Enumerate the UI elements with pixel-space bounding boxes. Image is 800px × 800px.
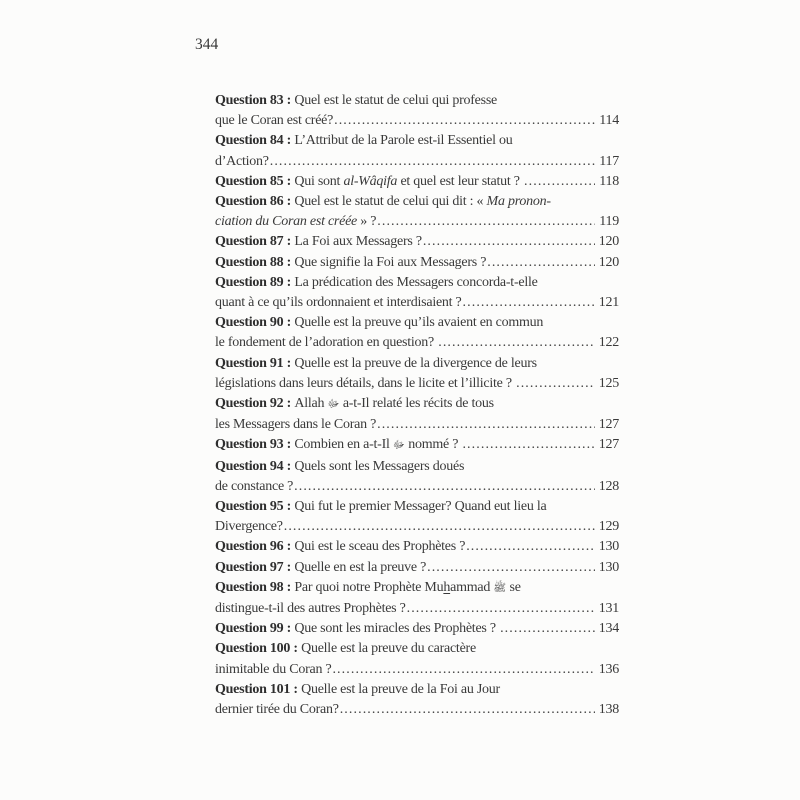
dot-leader [340, 700, 595, 720]
toc-text-segment: le fondement de l’adoration en question? [215, 335, 438, 351]
toc-line [215, 273, 619, 293]
toc-line [215, 293, 619, 313]
toc-line [215, 537, 619, 557]
toc-line [215, 253, 619, 273]
toc-entry-text [215, 152, 269, 172]
dot-leader [516, 374, 595, 394]
toc-entry-text [215, 192, 551, 212]
toc-text-segment: Allah [294, 396, 328, 412]
question-label: Question 92 : [215, 396, 295, 412]
toc-text-segment: Quelle est la preuve du caractère [301, 641, 476, 657]
toc-line [215, 212, 619, 232]
question-label: Question 83 : [215, 93, 295, 108]
question-label: Question 84 : [215, 133, 295, 149]
dot-leader [294, 477, 595, 497]
dot-leader [334, 111, 595, 131]
toc-text-segment: Quels sont les Messagers doués [294, 458, 465, 474]
toc-text-segment: » ? [357, 214, 377, 230]
dot-leader [270, 152, 596, 172]
question-label: Question 97 : [215, 559, 295, 575]
toc-line [215, 680, 619, 700]
toc-text-segment: Que sont les miracles des Prophètes ? [294, 621, 500, 637]
toc-entry-text [215, 477, 293, 497]
toc-page-number: 131 [598, 601, 619, 617]
toc-entry-text [215, 172, 523, 192]
toc-line [215, 333, 619, 353]
dot-leader [500, 619, 595, 639]
toc-line [215, 457, 619, 477]
toc-text-segment: nommé ? [404, 437, 462, 453]
toc-line [215, 192, 619, 212]
question-label: Question 95 : [215, 499, 295, 515]
dot-leader [284, 517, 595, 537]
toc-line [215, 497, 619, 517]
question-label: Question 91 : [215, 355, 295, 371]
toc-text-segment: se [506, 579, 521, 595]
toc-line [215, 599, 619, 619]
question-label: Question 89 : [215, 274, 295, 290]
toc-entry-text [215, 333, 437, 353]
toc-page-number: 134 [598, 621, 619, 637]
dot-leader [487, 253, 595, 273]
toc-page-number: 130 [598, 559, 619, 575]
toc-text-segment: Qui fut le premier Messager? Quand eut lieu la [294, 499, 547, 515]
question-label: Question 88 : [215, 254, 295, 270]
toc-line [215, 619, 619, 639]
toc-text-segment: dernier tirée du Coran? [215, 702, 339, 718]
toc-entry-text [215, 558, 426, 578]
toc-entry-text [215, 517, 283, 537]
question-label: Question 99 : [215, 621, 295, 637]
toc-line [215, 517, 619, 537]
dot-leader [462, 435, 594, 455]
dot-leader [423, 232, 595, 252]
toc-entry-text [215, 212, 376, 232]
toc-text-segment: que le Coran est créé? [215, 113, 334, 129]
toc-page-number: 130 [598, 539, 619, 555]
dot-leader [466, 537, 595, 557]
dot-leader [463, 293, 595, 313]
toc-text-segment: législations dans leurs détails, dans le licite et l’illicite ? [215, 375, 516, 391]
dot-leader [438, 333, 595, 353]
toc-text-segment: a-t-Il relaté les récits de tous [339, 396, 494, 412]
toc-text-segment: les Messagers dans le Coran ? [215, 417, 377, 433]
toc-text-segment: Quel est le statut de celui qui dit : « [294, 194, 487, 210]
honorific-symbol: ﷺ [493, 582, 507, 594]
toc-text-segment: La Foi aux Messagers ? [294, 234, 422, 250]
toc-text-segment: Quelle est la preuve de la divergence de leurs [294, 355, 537, 371]
toc-line [215, 639, 619, 659]
toc-entry-text [215, 253, 486, 273]
toc-page-number: 120 [598, 254, 619, 270]
toc-text-segment: L’Attribut de la Parole est-il Essentiel ou [294, 133, 513, 149]
toc-line [215, 558, 619, 578]
toc-text-segment: quant à ce qu’ils ordonnaient et interdisaient ? [215, 295, 462, 311]
toc-text-segment: Combien en a-t-Il [294, 437, 393, 453]
toc-text-segment: Qui est le sceau des Prophètes ? [294, 539, 466, 555]
toc-line [215, 111, 619, 131]
toc-line [215, 374, 619, 394]
toc-page-number: 136 [598, 661, 619, 677]
question-label: Question 85 : [215, 173, 295, 189]
toc-text-segment: ciation du Coran est créée [215, 214, 358, 230]
toc-entry-text [215, 457, 464, 477]
toc-text-segment: al-Wâqifa [343, 173, 398, 189]
toc-text-segment: Par quoi notre Prophète Mu [294, 579, 444, 595]
toc-line [215, 313, 619, 333]
question-label: Question 101 : [215, 681, 302, 697]
toc-line [215, 578, 619, 599]
toc-entry-text [215, 619, 499, 639]
toc-page-number: 120 [598, 234, 619, 250]
toc-line [215, 700, 619, 720]
toc-text-segment: ammad [450, 579, 494, 595]
toc-text-segment: d’Action? [215, 153, 269, 169]
toc-line [215, 477, 619, 497]
toc-entry-text [215, 639, 476, 659]
toc-line [215, 172, 619, 192]
question-label: Question 96 : [215, 539, 295, 555]
dot-leader [377, 415, 595, 435]
toc-text-segment: distingue-t-il des autres Prophètes ? [215, 601, 406, 617]
toc-entry-text [215, 91, 497, 111]
toc-text-segment: Quelle en est la preuve ? [294, 559, 427, 575]
dot-leader [407, 599, 595, 619]
dot-leader [427, 558, 595, 578]
question-label: Question 87 : [215, 234, 295, 250]
toc-text-segment: h [443, 579, 451, 595]
toc-entry-text [215, 660, 331, 680]
toc-line [215, 435, 619, 456]
page-number: 344 [195, 36, 219, 53]
toc-line [215, 660, 619, 680]
honorific-symbol: ﷻ [327, 399, 340, 411]
toc-entry-text [215, 374, 515, 394]
toc-line [215, 415, 619, 435]
toc-page-number: 125 [598, 375, 619, 391]
toc-page-number: 129 [598, 519, 619, 535]
toc-entry-text [215, 599, 406, 619]
toc-page-number: 117 [599, 153, 619, 169]
toc-entry-text [215, 111, 333, 131]
toc-entry-text [215, 578, 521, 599]
toc-text-segment: de constance ? [215, 478, 294, 494]
toc-line [215, 232, 619, 252]
toc-entry-text [215, 394, 494, 415]
toc-page-number: 122 [598, 335, 619, 351]
toc-entry-text [215, 131, 512, 151]
dot-leader [332, 660, 594, 680]
toc-text-segment: Quel est le statut de celui qui professe [294, 93, 498, 108]
toc-text-segment: inimitable du Coran ? [215, 661, 332, 677]
question-label: Question 100 : [215, 641, 302, 657]
toc-entry-text [215, 497, 546, 517]
toc-text-segment: Que signifie la Foi aux Messagers ? [294, 254, 487, 270]
toc-line [215, 354, 619, 374]
toc-line [215, 152, 619, 172]
question-label: Question 98 : [215, 579, 295, 595]
toc-entry-text [215, 232, 422, 252]
toc-text-segment: Quelle est la preuve qu’ils avaient en commun [294, 315, 544, 331]
toc-entry-text [215, 435, 461, 456]
toc-entry-text [215, 313, 543, 333]
toc-text-segment: Qui sont [294, 173, 344, 189]
toc-page-number: 127 [598, 437, 619, 453]
dot-leader [377, 212, 595, 232]
question-label: Question 94 : [215, 458, 295, 474]
question-label: Question 93 : [215, 437, 295, 453]
toc-text-segment: Quelle est la preuve de la Foi au Jour [301, 681, 500, 697]
toc-line [215, 394, 619, 415]
toc-text-segment: La prédication des Messagers concorda-t-elle [294, 274, 538, 290]
toc-entry-text [215, 680, 500, 700]
toc-page-number: 119 [599, 214, 619, 230]
toc-text-segment: Divergence? [215, 519, 283, 535]
toc-page-number: 118 [599, 173, 619, 189]
question-label: Question 86 : [215, 194, 295, 210]
toc-text-segment: Ma pronon- [486, 194, 551, 210]
toc-page-number: 121 [598, 295, 619, 311]
toc-entry-text [215, 537, 465, 557]
toc-entry-text [215, 700, 339, 720]
toc-entry-text [215, 273, 538, 293]
honorific-symbol: ﷻ [392, 440, 405, 452]
toc-entry-text [215, 354, 537, 374]
toc-entry-text [215, 415, 376, 435]
dot-leader [524, 172, 595, 192]
toc-page-number: 114 [599, 113, 619, 129]
toc-line [215, 91, 619, 111]
toc-entry-text [215, 293, 462, 313]
toc-page-number: 128 [598, 478, 619, 494]
toc-page-number: 127 [598, 417, 619, 433]
toc-line [215, 131, 619, 151]
question-label: Question 90 : [215, 315, 295, 331]
table-of-contents [215, 91, 619, 720]
toc-text-segment: et quel est leur statut ? [397, 173, 524, 189]
toc-page-number: 138 [598, 702, 619, 718]
